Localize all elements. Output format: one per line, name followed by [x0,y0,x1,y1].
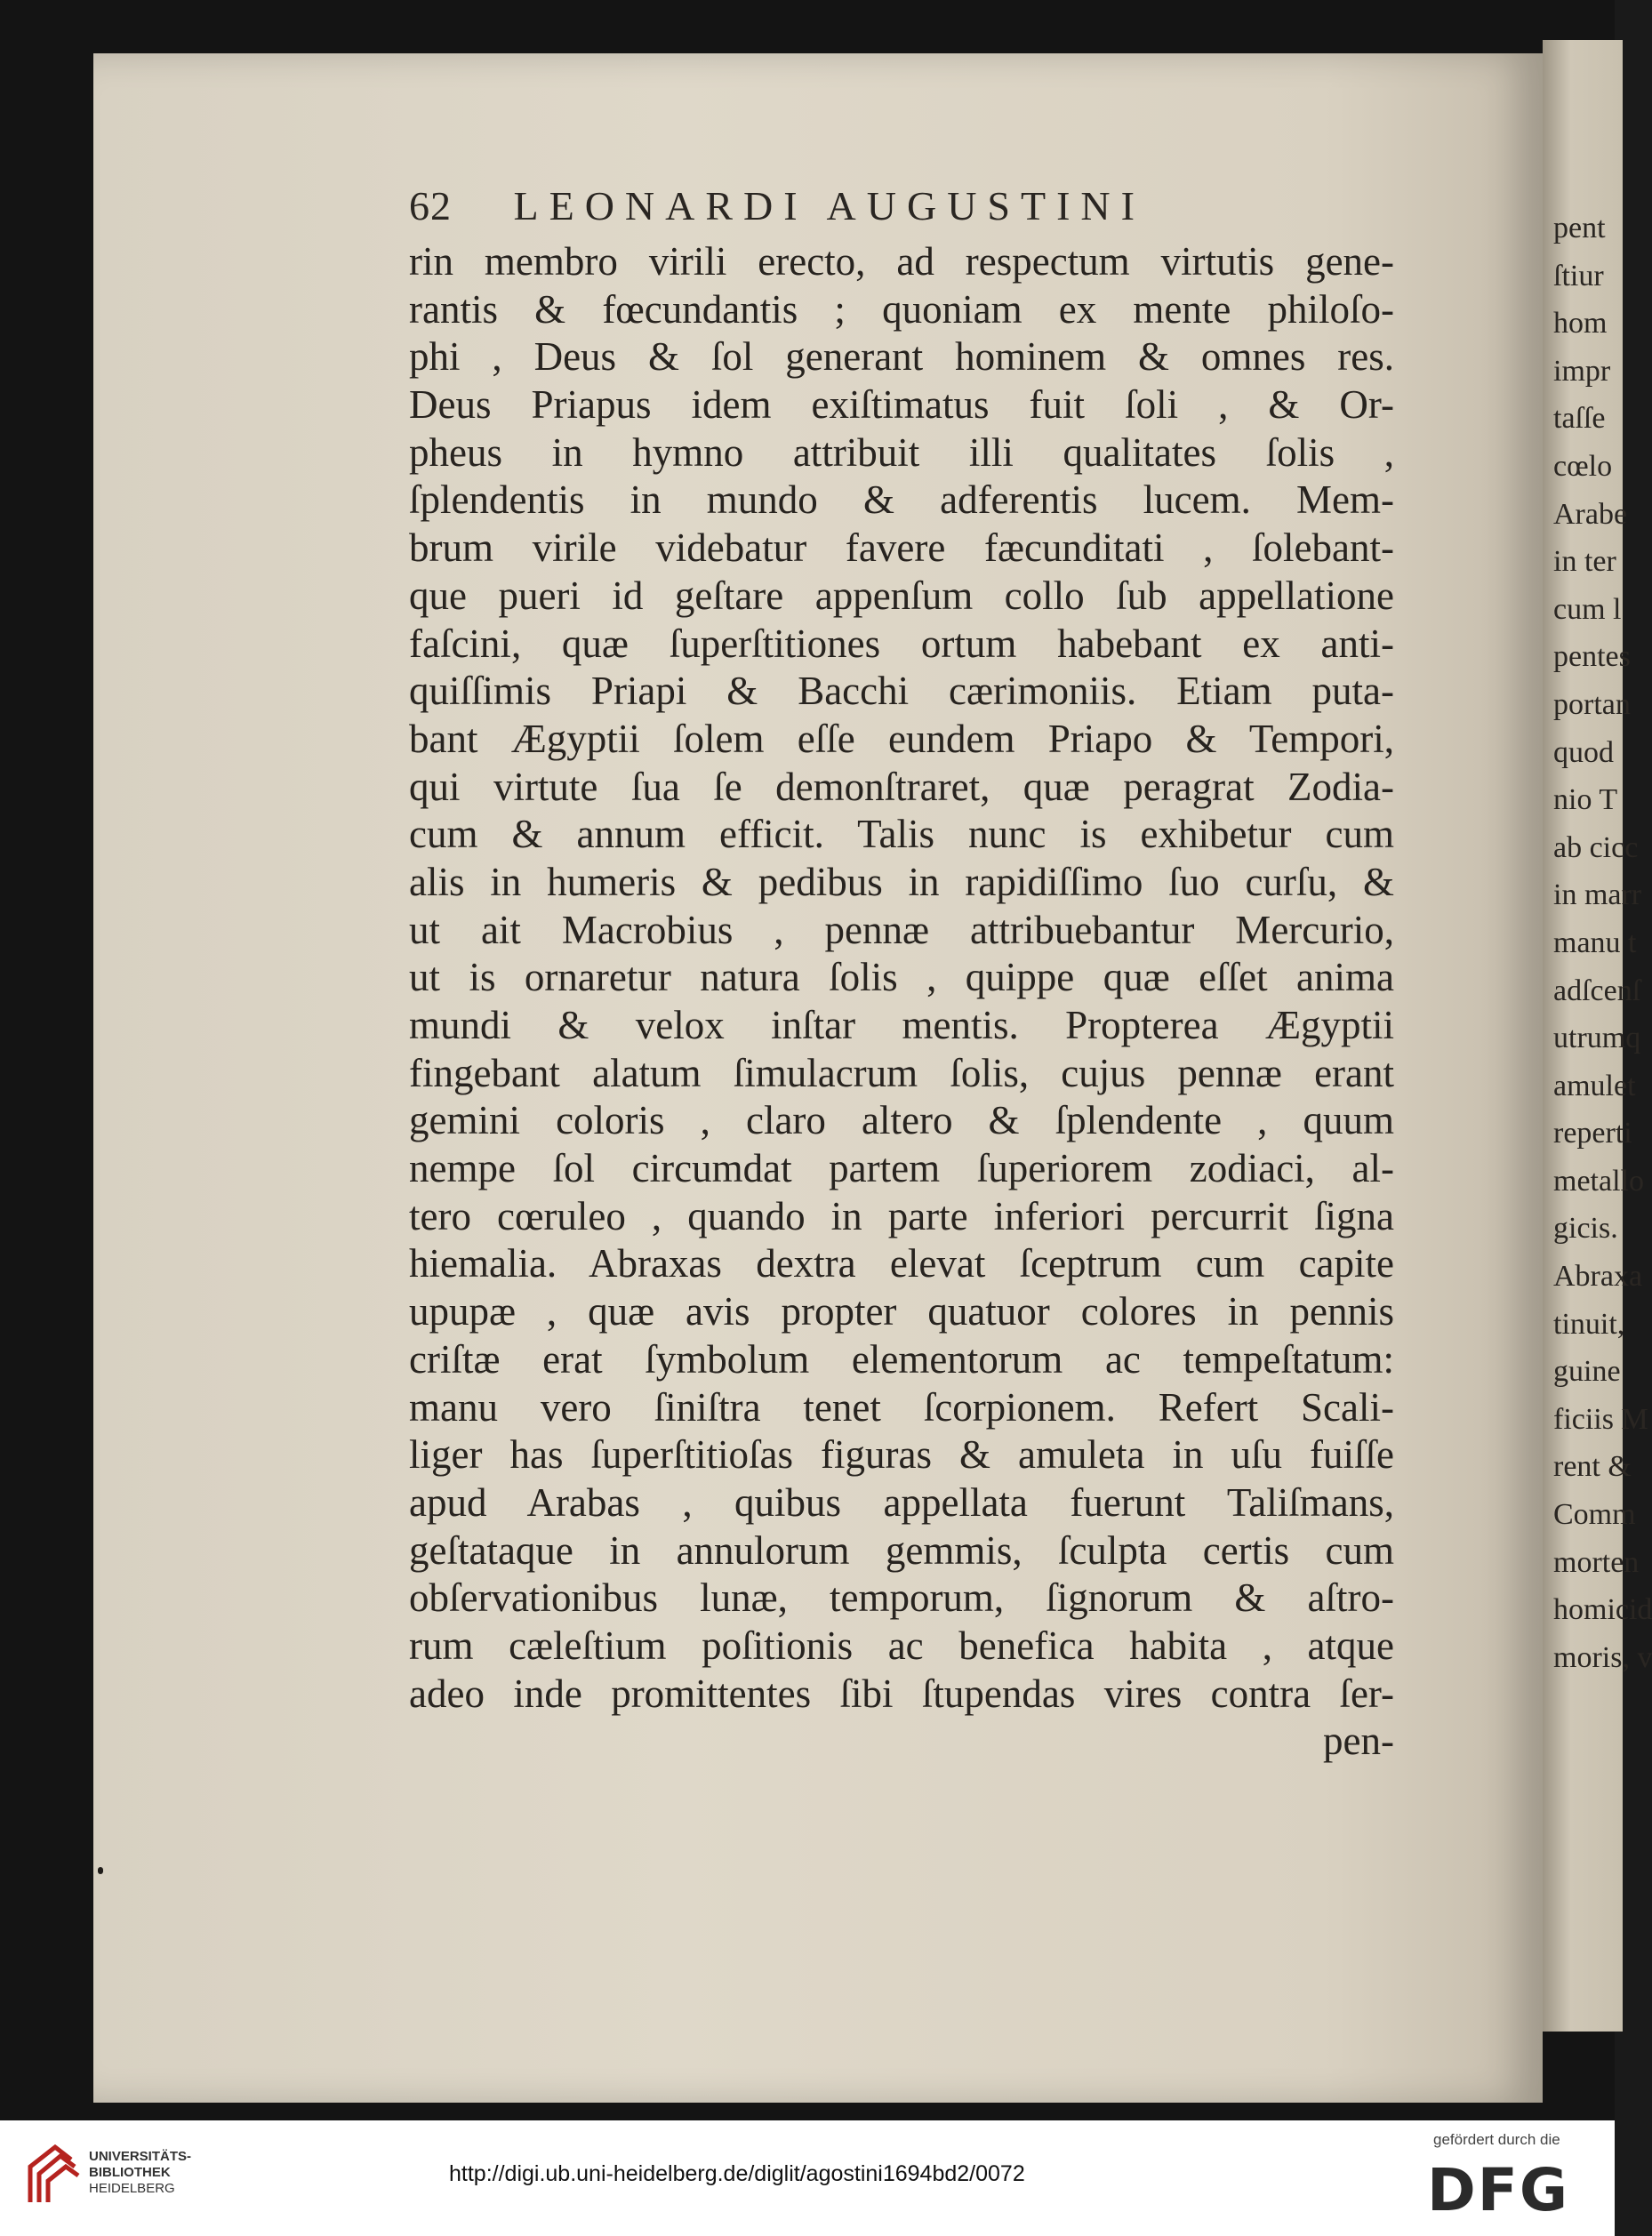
ink-speck [98,1867,103,1874]
facing-page-fragment: guine [1553,1355,1621,1389]
facing-page-fragment: cœlo [1553,449,1613,483]
text-line: pheus in hymno attribuit illi qualitates ſolis , [409,429,1394,475]
running-head [409,182,1387,229]
text-line: alis in humeris & pedibus in rapidiſſimo ſuo curſu, & [409,859,1394,904]
text-line: quiſſimis Priapi & Bacchi cærimoniis. Etiam puta- [409,669,1394,714]
text-line: qui virtute ſua ſe demonſtraret, quæ peragrat Zodia- [409,764,1394,809]
text-line: geſtataque in annulorum gemmis, ſculpta certis cum [409,1527,1394,1573]
text-line: mundi & velox inſtar mentis. Propterea Ægyptii [409,1003,1394,1047]
facing-page-fragment: gicis. [1553,1212,1618,1246]
facing-page-fragment: utrumq [1553,1022,1641,1055]
library-emblem-icon [20,2140,82,2211]
library-logo[interactable] [20,2140,242,2220]
text-line: fingebant alatum ſimulacrum ſolis, cujus pennæ erant [409,1050,1394,1095]
text-line: cum & annum efficit. Talis nunc is exhibetur cum [409,812,1394,857]
library-name-line: BIBLIOTHEK [89,2165,171,2180]
facing-page-fragment: hom [1553,307,1608,341]
facing-page-fragment: cum l [1553,592,1622,626]
facing-page-fragment: impr [1553,354,1611,388]
text-line: ut ait Macrobius , pennæ attribuebantur Mercurio, [409,907,1394,952]
text-line: upupæ , quæ avis propter quatuor colores in pennis [409,1289,1394,1334]
facing-page-fragment: moris, v [1553,1640,1652,1674]
text-line: manu vero ſiniſtra tenet ſcorpionem. Refert Scali- [409,1384,1394,1430]
facing-page-fragment: Comm [1553,1498,1636,1532]
facing-page-fragment: in marr [1553,878,1642,912]
text-line: criſtæ erat ſymbolum elementorum ac tempeſtatum: [409,1336,1394,1382]
text-line: gemini coloris , claro altero & ſplendente , quum [409,1098,1394,1143]
facing-page-fragment: nio T [1553,783,1618,817]
header-title: LEONARDI AUGUSTINI [513,183,1145,228]
facing-page-fragment: amulet [1553,1069,1636,1102]
facing-page-fragment: tinuit, [1553,1307,1625,1341]
text-line: brum virile videbatur favere fæcunditati , ſolebant- [409,525,1394,571]
text-line: phi , Deus & ſol generant hominem & omnes res. [409,334,1394,380]
footer-bar [0,2120,1615,2236]
text-line: ut is ornaretur natura ſolis , quippe quæ eſſet anima [409,955,1394,1000]
facing-page-fragment: homicid [1553,1593,1652,1627]
text-line: obſervationibus lunæ, temporum, ſignorum & aſtro- [409,1575,1394,1621]
text-line: apud Arabas , quibus appellata fuerunt Taliſmans, [409,1479,1394,1525]
facing-page-fragment: morten [1553,1545,1640,1579]
facing-page-fragment: ficiis M [1553,1402,1648,1436]
text-line: rin membro virili erecto, ad respectum virtutis gene- [409,239,1394,284]
facing-page-fragment: rent & [1553,1450,1632,1484]
dfg-logo-text: DFG [1427,2156,1570,2224]
text-line: hiemalia. Abraxas dextra elevat ſceptrum cum capite [409,1241,1394,1286]
library-name-line: UNIVERSITÄTS- [89,2149,192,2164]
facing-page-fragment: ſtiur [1553,259,1604,293]
facing-page-fragments [1543,204,1652,1681]
text-line: Deus Priapus idem exiſtimatus fuit ſoli , & Or- [409,382,1394,428]
body-text [409,238,1394,1766]
facing-page-edge [1543,40,1652,2032]
text-line: bant Ægyptii ſolem eſſe eundem Priapo & Tempori, [409,716,1394,761]
facing-page-fragment: taſſe [1553,402,1606,436]
text-line: liger has ſuperſtitioſas figuras & amuleta in uſu fuiſſe [409,1432,1394,1478]
facing-page-fragment: reperti [1553,1117,1632,1150]
page-number: 62 [409,183,452,228]
text-line: rum cæleſtium poſitionis ac benefica habita , atque [409,1623,1394,1668]
facing-page-fragment: pent [1553,212,1606,244]
funding-label: gefördert durch die [1433,2131,1560,2148]
text-line: que pueri id geſtare appenſum collo ſub appellatione [409,573,1394,618]
facing-page-fragment: quod [1553,735,1614,769]
facing-page-fragment: in ter [1553,545,1616,579]
library-name [89,2149,191,2197]
facing-page-fragment: Abraxa [1553,1260,1643,1294]
text-line: nempe ſol circumdat partem ſuperiorem zodiaci, al- [409,1146,1394,1191]
facing-page-fragment: metallo [1553,1164,1644,1198]
facing-page-fragment: adſcenſ [1553,974,1641,1007]
text-line: ſplendentis in mundo & adferentis lucem. Mem- [409,477,1394,523]
text-line: tero cœruleo , quando in parte inferiori percurrit ſigna [409,1193,1394,1238]
text-line: rantis & fœcundantis ; quoniam ex mente philoſo- [409,286,1394,332]
source-url-link[interactable]: http://digi.ub.uni-heidelberg.de/diglit/agostini1694bd2/0072 [449,2161,1025,2186]
catchword: pen- [1323,1719,1394,1764]
facing-page-fragment: manu t [1553,926,1637,959]
text-line: adeo inde promittentes ſibi ſtupendas vires contra ſer- [409,1671,1394,1716]
library-name-line: HEIDELBERG [89,2181,175,2196]
dfg-logo[interactable] [1427,2156,1596,2224]
facing-page-fragment: portan [1553,687,1631,721]
facing-page-fragment: Arabe [1553,497,1628,531]
facing-page-fragment: pentes [1553,640,1631,674]
text-line: faſcini, quæ ſuperſtitiones ortum habebant ex anti- [409,621,1394,666]
facing-page-fragment: ab cicc [1553,830,1639,864]
